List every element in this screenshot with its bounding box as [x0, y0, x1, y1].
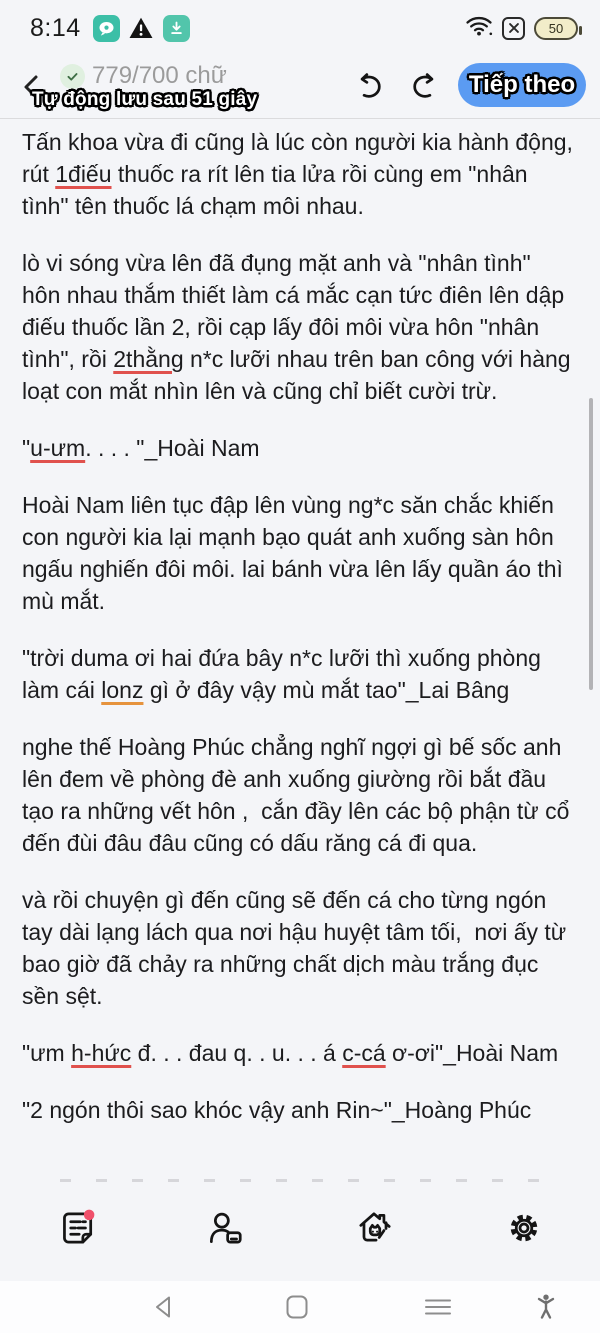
- paragraph: Tấn khoa vừa đi cũng là lúc còn người kia hành động, rút 1điếu thuốc ra rít lên tia lửa rồi cùng em "nhân tình" tên thuốc lá chạm môi nhau.: [22, 129, 586, 219]
- next-button[interactable]: [458, 63, 586, 107]
- paragraph: "u-ưm. . . . "_Hoài Nam: [22, 435, 260, 461]
- status-bar: [0, 0, 600, 56]
- download-icon: [163, 15, 190, 42]
- battery-level: 50: [548, 20, 564, 36]
- wifi-icon: [465, 14, 493, 43]
- home-story-button[interactable]: [354, 1207, 396, 1249]
- nav-home-button[interactable]: [282, 1293, 312, 1321]
- redo-button[interactable]: [406, 67, 446, 107]
- paragraph: "2 ngón thôi sao khóc vậy anh Rin~"_Hoàng Phúc: [22, 1097, 532, 1123]
- clipped-text-line: [60, 1179, 555, 1182]
- nav-recents-button[interactable]: [423, 1293, 453, 1321]
- autosave-toast: Tự động lưu sau 51 giây: [32, 89, 258, 110]
- paragraph: "trời duma ơi hai đứa bây n*c lưỡi thì xuống phòng làm cái lonz gì ở đây vậy mù mắt tao"_Lai Bâng: [22, 645, 548, 703]
- paragraph: nghe thế Hoàng Phúc chẳng nghĩ ngợi gì bế sốc anh lên đem về phòng đè anh xuống giường rồi bắt đầu tạo ra những vết hôn , cắn đầy lên các bộ phận từ cổ đến đùi đâu đâu cũng có dấu răng cá đi qua.: [22, 734, 576, 856]
- misspelled-word: lonz: [101, 677, 144, 703]
- word-counter: [60, 62, 227, 90]
- misspelled-word: 1điếu: [55, 161, 112, 187]
- check-icon: [60, 64, 85, 89]
- chat-app-icon: [93, 15, 120, 42]
- profile-button[interactable]: [204, 1207, 246, 1249]
- clock: 8:14: [30, 13, 81, 42]
- nav-back-button[interactable]: [148, 1293, 178, 1321]
- misspelled-word: h-hức: [71, 1040, 132, 1066]
- paragraph: và rồi chuyện gì đến cũng sẽ đến cá cho từng ngón tay dài lạng lách qua nơi hậu huyệt tâm tối, nơi ấy từ bao giờ đã chảy ra những chất dịch màu trắng đục sền sệt.: [22, 887, 573, 1009]
- sim-missing-icon: [502, 17, 525, 40]
- word-count-label: 779/700 chữ: [92, 62, 227, 89]
- scrollbar[interactable]: [589, 398, 593, 690]
- nav-accessibility-button[interactable]: [531, 1293, 561, 1321]
- editor-textarea[interactable]: [0, 119, 600, 1185]
- editor-header: [0, 56, 600, 118]
- settings-button[interactable]: [503, 1207, 545, 1249]
- next-button-label: Tiếp theo: [468, 71, 576, 98]
- battery-icon: [534, 17, 578, 40]
- misspelled-word: 2thằng: [113, 346, 184, 372]
- paragraph: lò vi sóng vừa lên đã đụng mặt anh và "nhân tình" hôn nhau thắm thiết làm cá mắc cạn tức điên lên dập điếu thuốc lần 2, rồi cạp lấy đôi môi vừa hôn "nhân tình", rồi 2thằng n*c lưỡi nhau trên ban công với hàng loạt con mắt nhìn lên và cũng chỉ biết cười trừ.: [22, 250, 577, 404]
- undo-button[interactable]: [348, 67, 388, 107]
- paragraph: Hoài Nam liên tục đập lên vùng ng*c săn chắc khiến con người kia lại mạnh bạo quát anh xuống sàn hôn ngấu nghiến đôi môi. lai bánh vừa lên lấy quần áo thì mù mắt.: [22, 492, 570, 614]
- warning-icon: [128, 15, 155, 42]
- bottom-toolbar: [0, 1186, 600, 1270]
- editor-content: [22, 126, 586, 1126]
- android-nav-bar: [0, 1281, 600, 1333]
- misspelled-word: c-cá: [342, 1040, 386, 1066]
- notes-badge: [84, 1210, 95, 1221]
- paragraph: "ưm h-hức đ. . . đau q. . u. . . á c-cá ơ-ơi"_Hoài Nam: [22, 1040, 559, 1066]
- notes-button[interactable]: [55, 1207, 97, 1249]
- misspelled-word: u-ưm: [30, 435, 86, 461]
